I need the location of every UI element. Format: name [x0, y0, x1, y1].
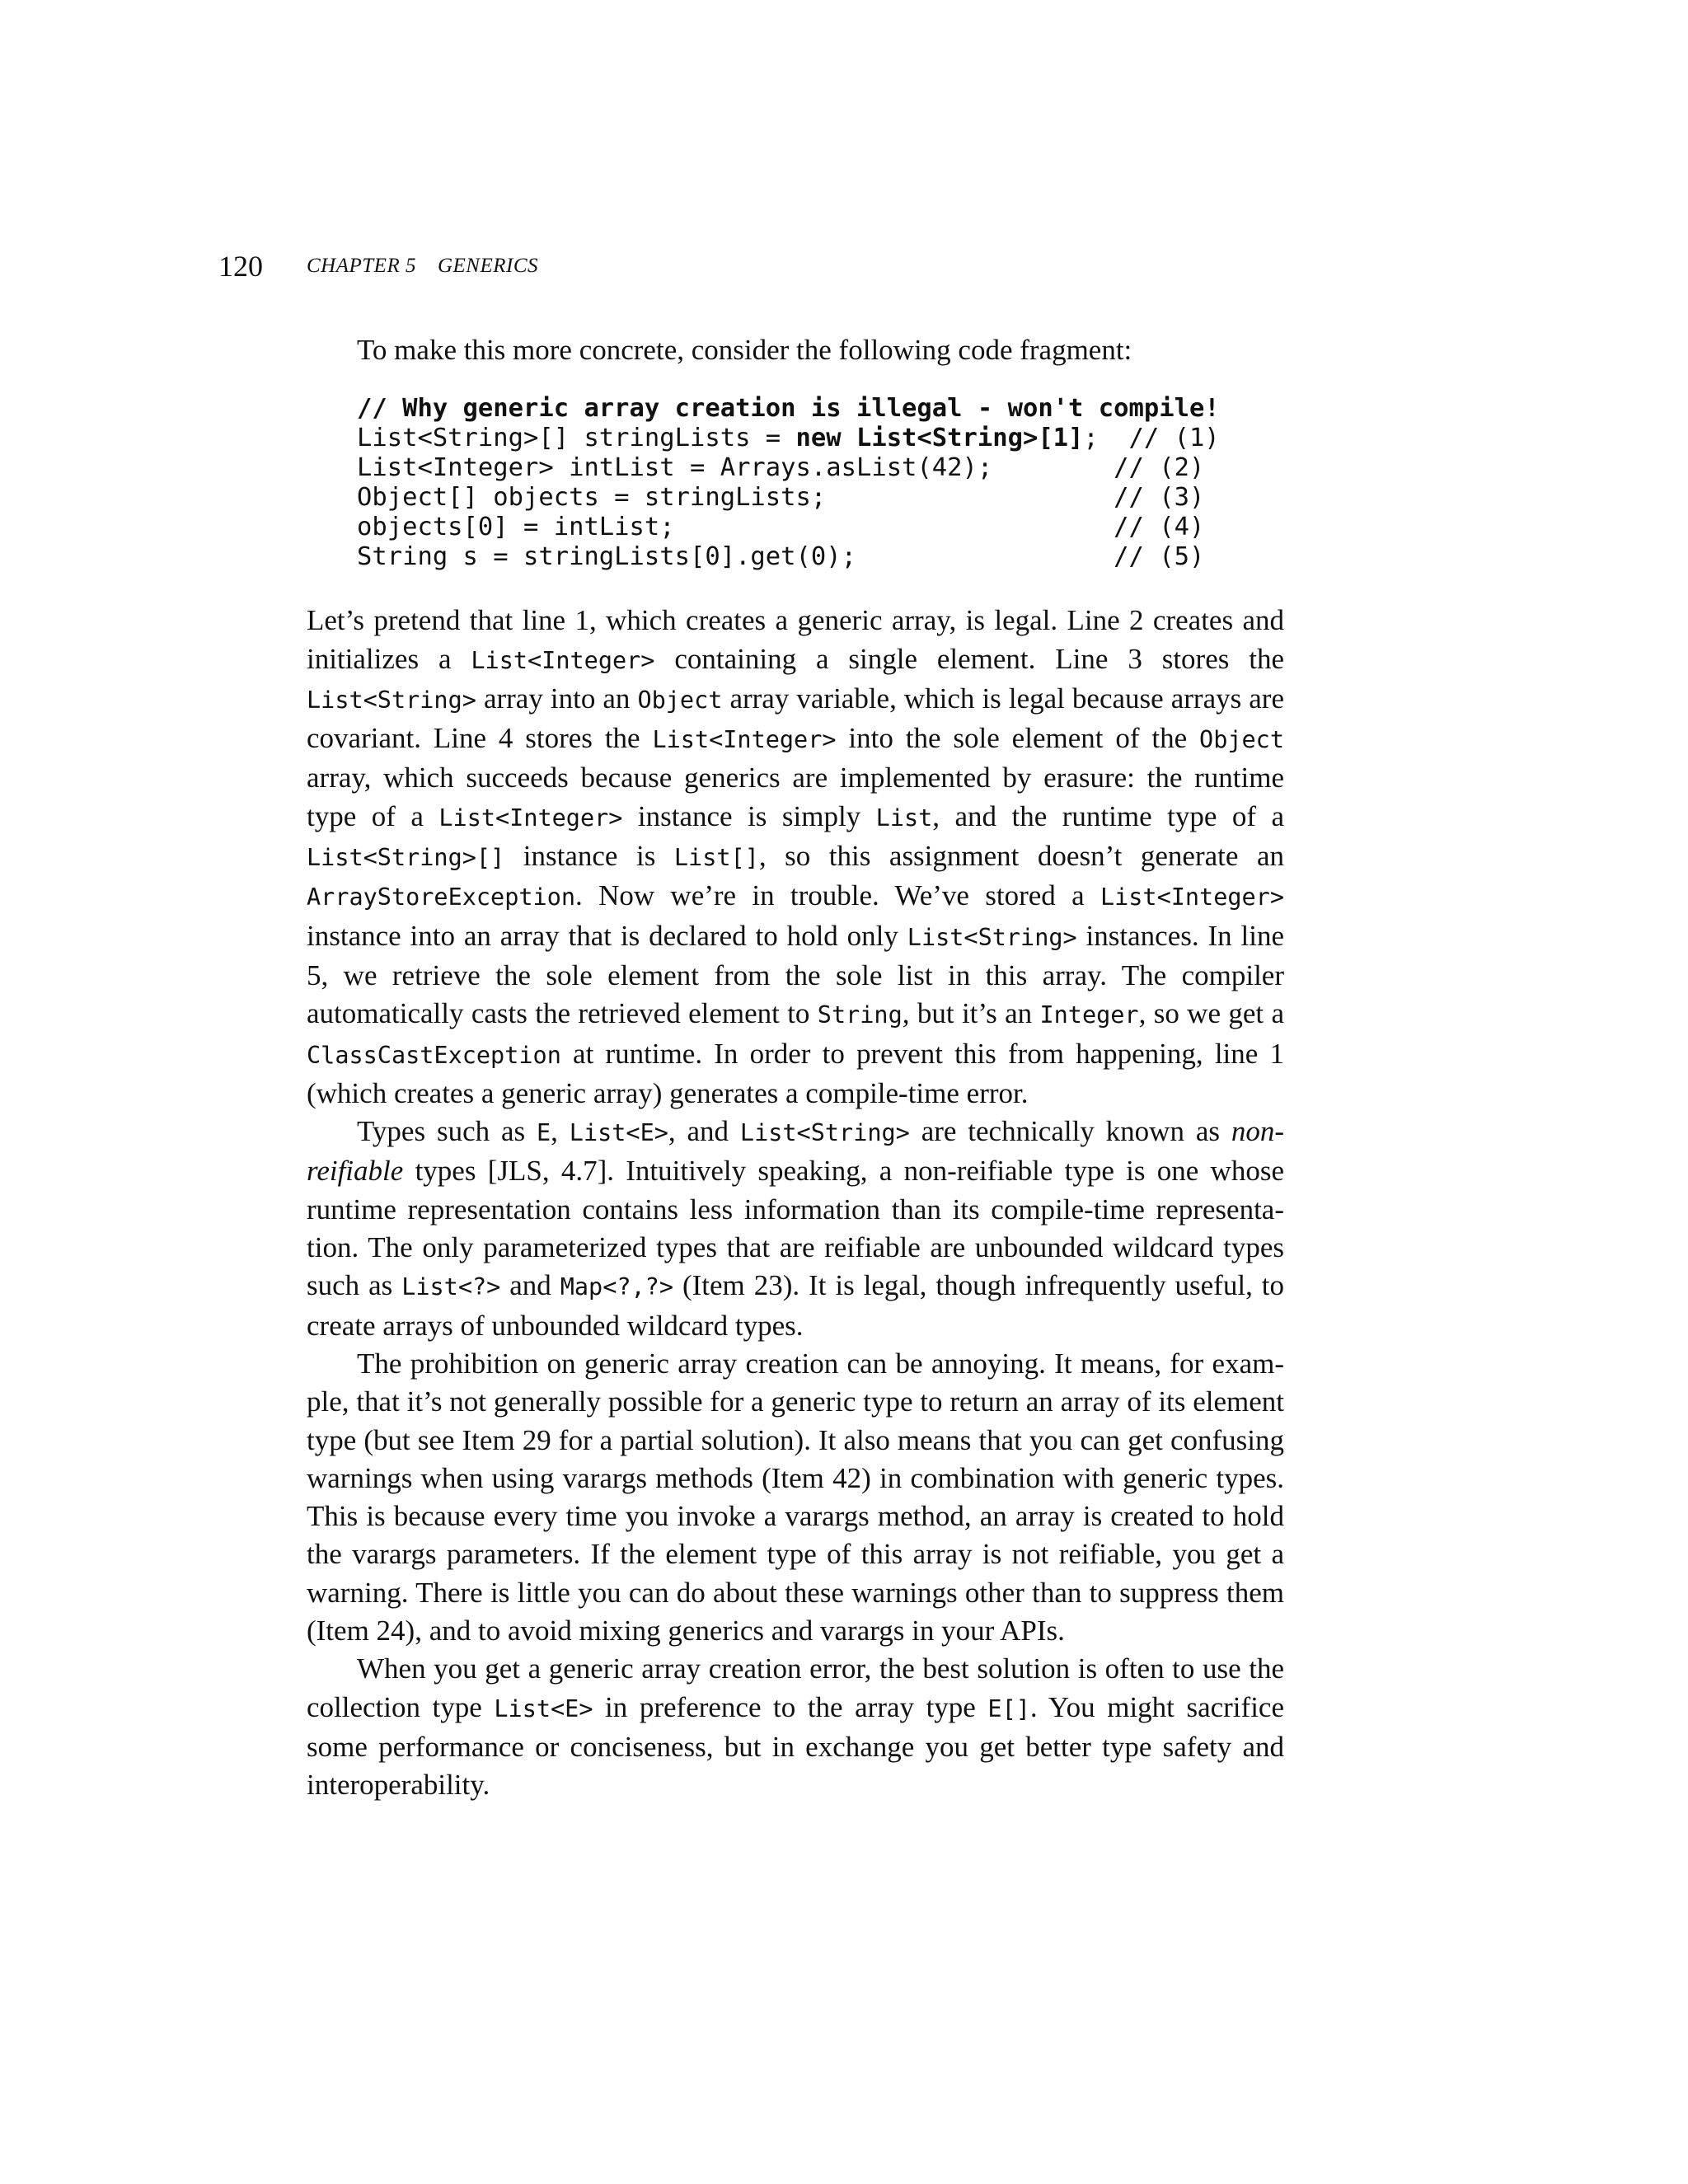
text-run: instance is — [504, 840, 674, 873]
code-text: String s = stringLists[0].get(0); // (5) — [357, 542, 1205, 572]
paragraph — [307, 1113, 1284, 1345]
inline-code: List[] — [673, 844, 759, 872]
text-run: and — [500, 1269, 560, 1302]
page-number: 120 — [218, 250, 263, 283]
text-run: , and the runtime type of a — [932, 799, 1284, 832]
text-run: When you get a generic array creation error, the best solution is often to use the collection type — [307, 1652, 1284, 1723]
inline-code: Map<?,?> — [560, 1273, 674, 1301]
inline-code: List<E> — [494, 1694, 593, 1722]
page-header — [0, 0, 1688, 297]
inline-code: List<Integer> — [471, 646, 655, 674]
inline-code: List<String> — [307, 686, 476, 714]
body-text — [307, 602, 1284, 1804]
inline-code: ArrayStoreException — [307, 883, 576, 912]
text-run: instances. In line 5, we retrieve the sole element from the sole list in this array. The compiler automatically casts the retrieved element to — [307, 919, 1284, 1030]
inline-code: List<Integer> — [1100, 883, 1284, 912]
code-line — [357, 542, 1284, 572]
text-run: . Now we’re in trouble. We’ve stored a — [575, 879, 1100, 912]
text-run: , — [551, 1115, 570, 1148]
text-run: Let’s pretend that line 1, which creates a generic array, is legal. Line 2 creates and initializes a — [307, 604, 1284, 675]
code-line — [357, 513, 1284, 542]
code-line — [357, 453, 1284, 483]
intro-sentence: To make this more concrete, consider the following code fragment: — [357, 334, 1132, 366]
paragraph — [307, 1345, 1284, 1650]
text-run: , and — [668, 1115, 740, 1148]
inline-code: List<?> — [401, 1273, 501, 1301]
text-run: array, which succeeds because generics are implemented by erasure: the runtime type of a — [307, 762, 1284, 832]
code-text: List<String>[] stringLists = — [357, 424, 796, 453]
inline-code: String — [817, 1001, 903, 1029]
code-text: Object[] objects = stringLists; // (3) — [357, 483, 1205, 513]
code-line — [357, 424, 1284, 453]
text-run: . You might sacrifice some performance or conciseness, but in exchange you get better type safety and interoperability. — [307, 1690, 1284, 1802]
inline-code: Object — [637, 686, 723, 714]
text-run: at runtime. In order to prevent this from happening, line 1 (which creates a generic array) generates a compile-time error. — [307, 1037, 1284, 1109]
inline-code: List — [875, 804, 933, 832]
running-head — [307, 251, 538, 281]
inline-code: List<String>[] — [307, 844, 505, 872]
code-line — [357, 394, 1284, 424]
inline-code: List<String> — [907, 923, 1077, 951]
text-run: into the sole element of the — [836, 722, 1200, 755]
paragraph — [307, 1650, 1284, 1804]
inline-code: Object — [1199, 726, 1284, 754]
paragraph — [307, 602, 1284, 1113]
inline-code: List<Integer> — [438, 804, 623, 832]
text-run: types [JLS, 4.7]. Intuitively speaking, a non-reifiable type is one whose runtime representation contains less information than its compile-time representation. The only parameterized types that are reifiable are unbounded wildcard types such as — [307, 1155, 1284, 1302]
text-run: , so we get a — [1138, 997, 1284, 1030]
text-run: containing a single element. Line 3 stores the — [654, 642, 1284, 675]
code-text: List<Integer> intList = Arrays.asList(42); // (2) — [357, 453, 1205, 483]
code-keyword: new List<String>[1] — [795, 424, 1084, 453]
inline-code: List<String> — [739, 1119, 910, 1147]
code-line — [357, 483, 1284, 513]
inline-code: E — [537, 1119, 551, 1147]
text-run: , but it’s an — [902, 997, 1040, 1030]
text-run: are technically known as — [909, 1115, 1231, 1148]
code-listing — [357, 394, 1284, 572]
text-run: instance is simply — [622, 799, 876, 832]
code-text: objects[0] = intList; // (4) — [357, 513, 1205, 542]
italic-term: non-reifiable — [307, 1115, 1284, 1188]
chapter-title: GENERICS — [437, 255, 539, 277]
text-run: array variable, which is legal because arrays are covariant. Line 4 stores the — [307, 682, 1284, 755]
inline-code: List<E> — [569, 1119, 668, 1147]
inline-code: List<Integer> — [652, 726, 837, 754]
code-text: ; // (1) — [1083, 424, 1220, 453]
text-run: array into an — [476, 682, 638, 715]
text-run: (Item 23). It is legal, though infrequently useful, to create arrays of unbounded wildcard types. — [307, 1269, 1284, 1342]
inline-code: Integer — [1039, 1001, 1139, 1029]
inline-code: ClassCastException — [307, 1041, 561, 1069]
text-run: , so this assignment doesn’t generate an — [758, 840, 1284, 873]
code-keyword: // Why generic array creation is illegal - won't compile! — [357, 394, 1220, 424]
text-run: instance into an array that is declared to hold only — [307, 919, 907, 952]
page-body — [307, 331, 1284, 1805]
text-run: in preference to the array type — [593, 1690, 988, 1723]
chapter-label: CHAPTER 5 — [307, 255, 416, 277]
text-run: The prohibition on generic array creation can be annoying. It means, for example, that it’s not generally possible for a generic type to return an array of its element type (but see Item 29 for a partial solution). It also means that you can get confusing warnings when using varargs methods (Item 42) in combination with generic types. This is because every time you invoke a varargs method, an array is created to hold the varargs parameters. If the element type of this array is not reifiable, you get a warning. There is little you can do about these warnings other than to suppress them (Item 24), and to avoid mixing generics and varargs in your APIs. — [307, 1347, 1284, 1647]
inline-code: E[] — [987, 1694, 1030, 1722]
text-run: Types such as — [357, 1115, 537, 1148]
